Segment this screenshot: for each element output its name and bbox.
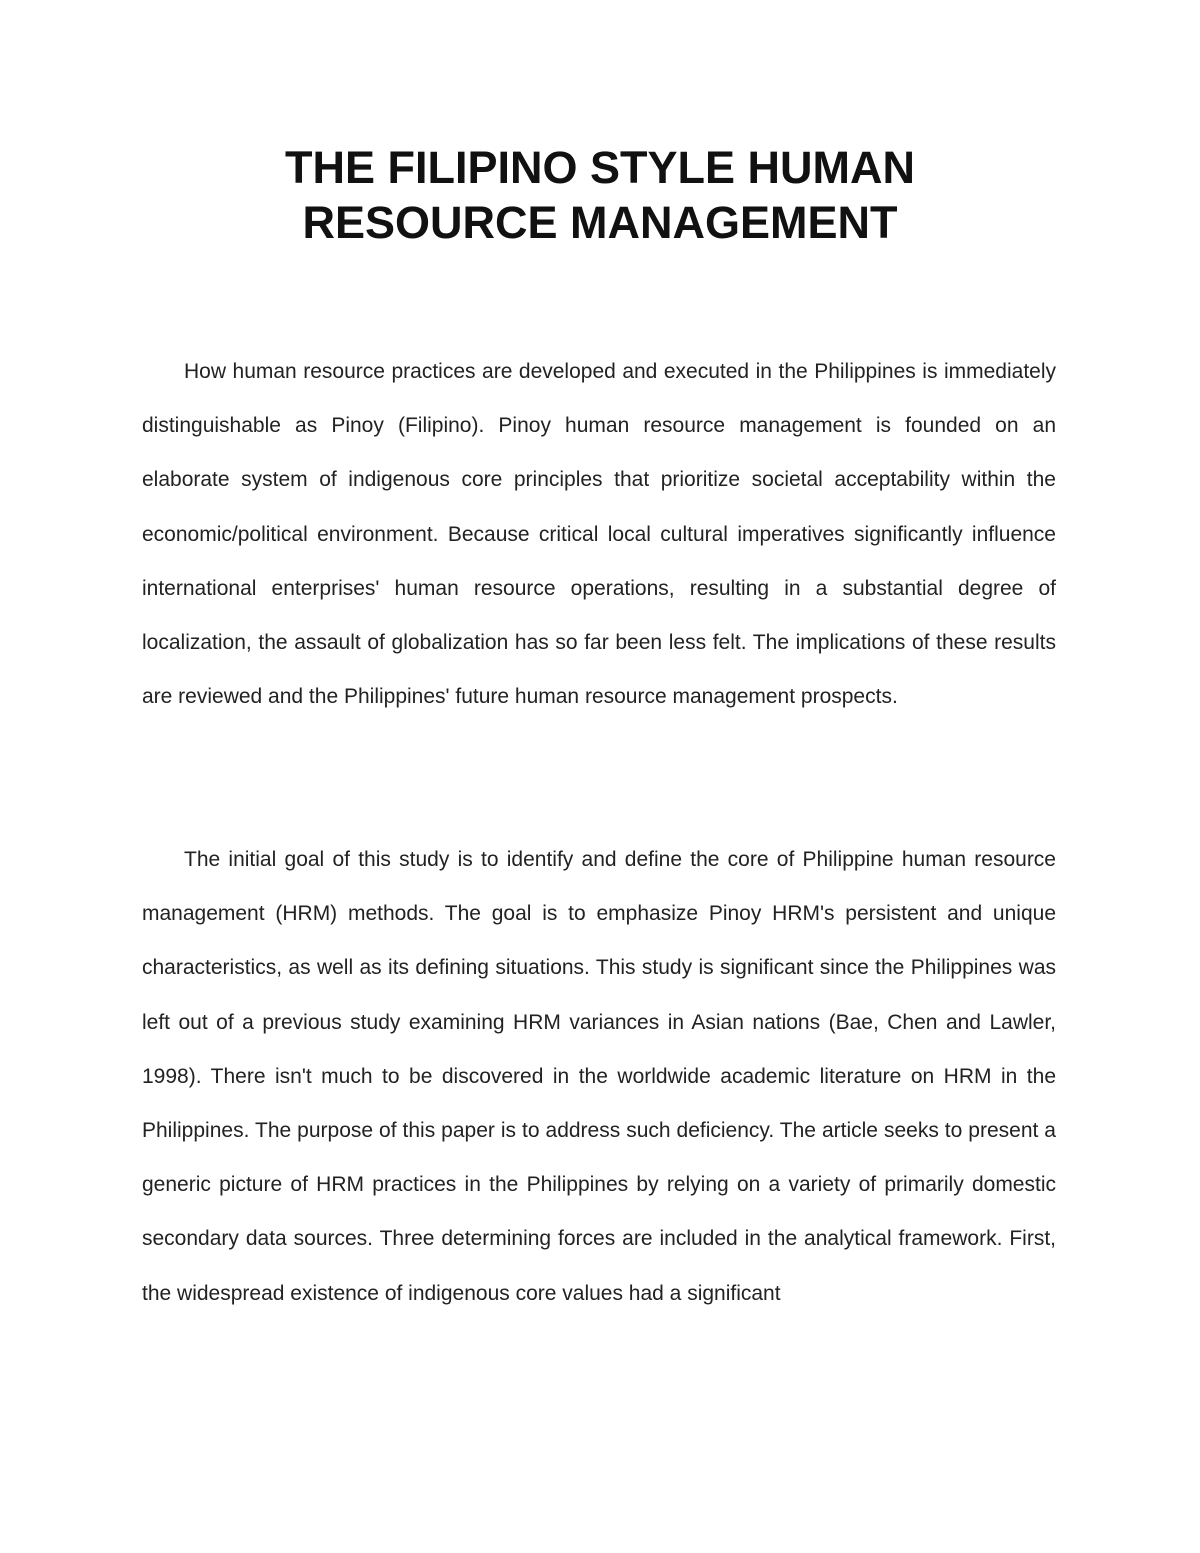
title-line-2: RESOURCE MANAGEMENT xyxy=(302,197,898,248)
body-paragraph-2: The initial goal of this study is to identify and define the core of Philippine human resource management (HRM) methods. The goal is to emphasize Pinoy HRM's persistent and unique characteristics, as well as its defining situations. This study is significant since the Philippines was left out of a previous study examining HRM variances in Asian nations (Bae, Chen and Lawler, 1998). There isn't much to be discovered in the worldwide academic literature on HRM in the Philippines. The purpose of this paper is to address such deficiency. The article seeks to present a generic picture of HRM practices in the Philippines by relying on a variety of primarily domestic secondary data sources. Three determining forces are included in the analytical framework. First, the widespread existence of indigenous core values had a significant xyxy=(142,848,1056,1305)
body-paragraph-1: How human resource practices are developed and executed in the Philippines is immediately distinguishable as Pinoy (Filipino). Pinoy human resource management is founded on an elaborate system of indigenous core principles that prioritize societal acceptability within the economic/political environment. Because critical local cultural imperatives significantly influence international enterprises' human resource operations, resulting in a substantial degree of localization, the assault of globalization has so far been less felt. The implications of these results are reviewed and the Philippines' future human resource management prospects. xyxy=(142,360,1056,709)
title-line-1: THE FILIPINO STYLE HUMAN xyxy=(285,142,915,193)
document-title xyxy=(0,140,1200,250)
